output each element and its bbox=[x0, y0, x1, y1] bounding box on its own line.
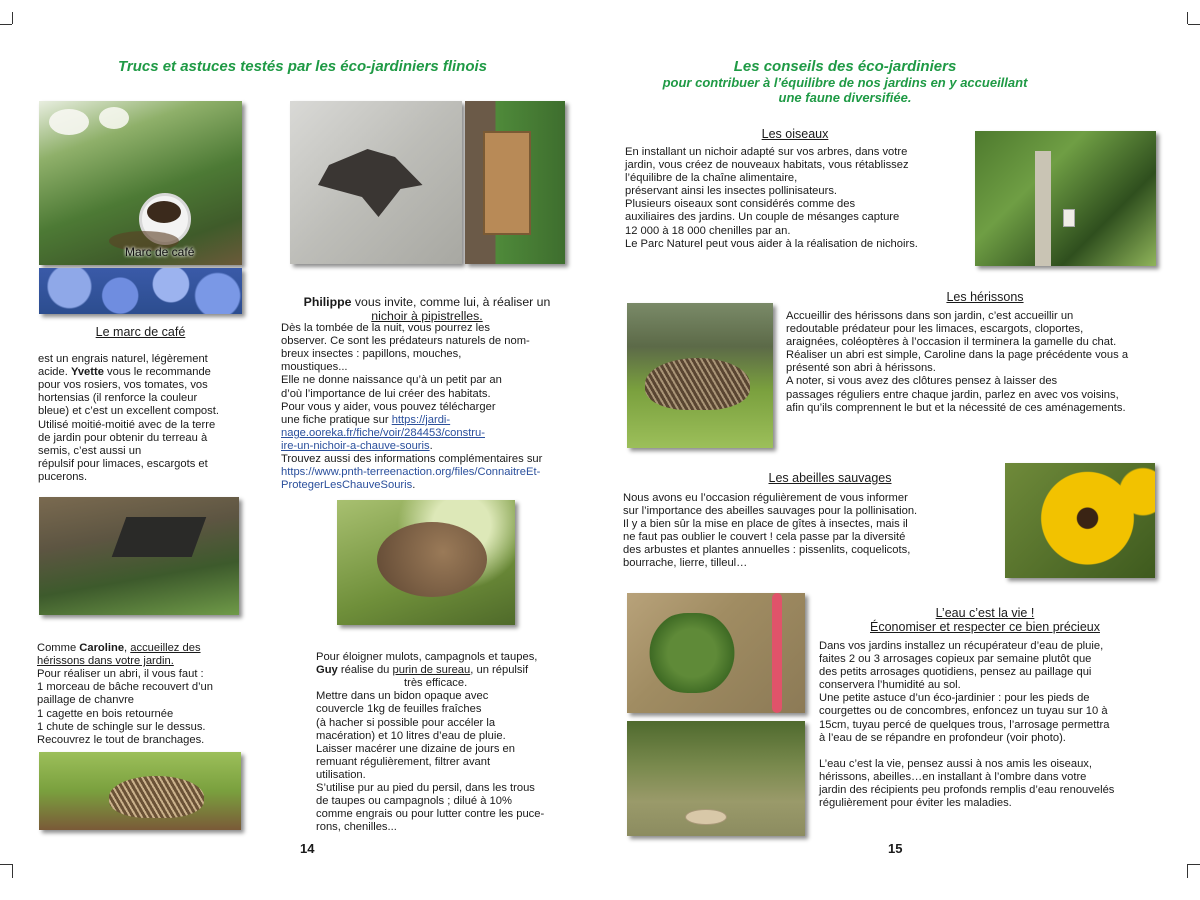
coffee-line2-pre: acide. bbox=[38, 366, 71, 379]
ooreka-link[interactable]: https://jardi- nage.ooreka.fr/fiche/voir/284453/constru- ire-un-nichoir-a-chauve-souris bbox=[281, 413, 485, 452]
right-page-title bbox=[640, 58, 1050, 105]
bees-heading: Les abeilles sauvages bbox=[768, 471, 892, 485]
bat-body bbox=[281, 309, 576, 492]
water-heading-line1: L’eau c’est la vie ! bbox=[935, 606, 1035, 620]
gardener-name: Philippe bbox=[303, 295, 352, 309]
vole-line3: très efficace. bbox=[404, 677, 468, 690]
crop-mark bbox=[1188, 864, 1200, 865]
water-dish-photo bbox=[627, 721, 805, 836]
page-number: 14 bbox=[300, 841, 315, 856]
birds-text: En installant un nichoir adapté sur vos arbres, dans votre jardin, vous créez de nouveaux habitats, vous rétablissez l’équilibre de la chaîne alimentaire, préservant ainsi les insectes pollinisateurs. Plusieurs oiseaux sont considérés comme des auxiliaires des jardins. Un couple de mésanges capture 12 000 à 18 000 chenilles par an. Le Parc Naturel peut vous aider à la réalisation de nichoirs. bbox=[625, 146, 918, 250]
bat-intro-text: vous invite, comme lui, à réaliser un bbox=[351, 295, 551, 309]
water-heading-line2: Économiser et respecter ce bien précieux bbox=[870, 620, 1100, 634]
bees-text: Nous avons eu l’occasion régulièrement de vous informer sur l’importance des abeilles sauvages pour la pollinisation. Il y a bien sûr la mise en place de gîtes à insectes, mais il ne faut pas oublier le couvert ! cela passe par la diversité des arbustes et plantes annuelles : pissenlits, coquelicots, bourrache, lierre, tilleul… bbox=[623, 492, 918, 570]
bat-body-text-2: . Trouvez aussi des informations complémentaires sur bbox=[281, 439, 543, 466]
hedgehogs-heading: Les hérissons bbox=[946, 290, 1024, 304]
vole-text bbox=[316, 638, 576, 834]
right-title-line2: pour contribuer à l’équilibre de nos jardins en y accueillant bbox=[662, 75, 1028, 90]
right-title-line1: Les conseils des éco-jardiniers bbox=[733, 58, 957, 75]
coffee-line2-post: vous le recommande bbox=[103, 366, 211, 379]
elder-manure-link[interactable]: purin de sureau bbox=[392, 664, 471, 677]
vole-line1: Pour éloigner mulots, campagnols et taupes, bbox=[316, 651, 538, 664]
left-page-title: Trucs et astuces testés par les éco-jardiniers flinois bbox=[117, 58, 488, 75]
sunflower-photo bbox=[1005, 463, 1155, 578]
hedgehog-pre: Comme bbox=[37, 642, 80, 655]
hedgehog-photo bbox=[39, 752, 241, 830]
pnth-link[interactable]: https://www.pnth-terreenaction.org/files/ConnaitreEt- ProtegerLesChauveSouris bbox=[281, 466, 541, 492]
gardener-name: Guy bbox=[316, 664, 338, 677]
birds-heading: Les oiseaux bbox=[761, 127, 829, 141]
coffee-grounds-photo bbox=[39, 101, 242, 265]
vole-line2-post: , un répulsif bbox=[470, 664, 529, 677]
bat-photo bbox=[290, 101, 462, 264]
crop-mark bbox=[1187, 864, 1188, 878]
hydrangea-photo bbox=[39, 268, 242, 314]
coffee-body: pour vos rosiers, vos tomates, vos hortensias (il renforce la couleur bleue) et c’est un excellent compost. Utilisé moitié-moitié avec de la terre de jardin pour obtenir du terreau à semis, c’est aussi un répulsif pour limaces, escargots et pucerons. bbox=[38, 379, 219, 483]
tree-birdhouse-photo bbox=[975, 131, 1156, 266]
bat-house-link[interactable]: nichoir à pipistrelles. bbox=[371, 309, 483, 323]
crop-mark bbox=[1188, 24, 1200, 25]
hedgehog-shelter-photo bbox=[39, 497, 239, 615]
crop-mark bbox=[0, 864, 12, 865]
bat-body-text: Dès la tombée de la nuit, vous pourrez les observer. Ce sont les prédateurs naturels de nom- breux insectes : papillons, mouches, moustiques... Elle ne donne naissance qu’à un petit par an d’où l’importance de lui créer des habitats. Pour vous y aider, vous pouvez télécharger une fiche pratique sur bbox=[281, 322, 530, 426]
bat-body-end: . bbox=[412, 479, 416, 492]
coffee-line1: est un engrais naturel, légèrement bbox=[38, 353, 208, 366]
zucchini-hose-photo bbox=[627, 593, 805, 713]
crop-mark bbox=[12, 12, 13, 24]
hedgehog-shelter-text bbox=[37, 629, 247, 747]
vole-photo bbox=[337, 500, 515, 625]
photo-caption: Marc de café bbox=[125, 245, 195, 259]
hedgehog-lawn-photo bbox=[627, 303, 773, 448]
bat-house-photo bbox=[465, 101, 565, 264]
gardener-name: Yvette bbox=[70, 366, 104, 379]
right-title-line3: une faune diversifiée. bbox=[778, 90, 912, 105]
hedgehog-link[interactable]: accueillez des hérissons dans votre jardin. bbox=[37, 642, 201, 668]
vole-body: Mettre dans un bidon opaque avec couvercle 1kg de feuilles fraîches (à hacher si possible pour accéler la macération) et 10 litres d’eau de pluie. Laisser macérer une dizaine de jours en remuant régulièrement, filtrer avant utilisation. S’utilise pur au pied du persil, dans les trous de taupes ou campagnols ; dilué à 10% comme engrais ou pour lutter contre les puce- rons, chenilles... bbox=[316, 690, 545, 834]
vole-line2-mid: réalise du bbox=[337, 664, 393, 677]
coffee-heading: Le marc de café bbox=[95, 325, 186, 339]
page-number: 15 bbox=[888, 841, 903, 856]
water-heading bbox=[810, 606, 1160, 634]
hedgehog-mid: , bbox=[124, 642, 131, 655]
hedgehog-body: Pour réaliser un abri, il vous faut : 1 morceau de bâche recouvert d’un paillage de chanvre 1 cagette en bois retournée 1 chute de schingle sur le dessus. Recouvrez le tout de branchages. bbox=[37, 668, 214, 746]
crop-mark bbox=[0, 24, 12, 25]
hedgehogs-text: Accueillir des hérissons dans son jardin, c’est accueillir un redoutable prédateur pour les limaces, escargots, cloportes, araignées, coléoptères à l’occasion il terminera la gamelle du chat. Réaliser un abri est simple, Caroline dans la page précédente vous a présenté son abri à hérissons. A noter, si vous avez des clôtures pensez à laisser des passages réguliers entre chaque jardin, parlez en avec vos voisins, afin qu’ils comprennent le but et la nécessité de ces aménagements. bbox=[786, 310, 1129, 414]
coffee-text bbox=[38, 340, 253, 484]
water-text: Dans vos jardins installez un récupérateur d’eau de pluie, faites 2 ou 3 arrosages copieux par semaine plutôt que des petits arrosages quotidiens, pensez au paillage qui conservera l’humidité au sol. Une petite astuce d’un éco-jardinier : pour les pieds de courgettes ou de concombres, enfoncez un tuyau sur 10 à 15cm, tuyau percé de quelques trous, l’arrosage permettra à l’eau de se répandre en profondeur (voir photo). L’eau c’est la vie, pensez aussi à nos amis les oiseaux, hérissons, abeilles…en installant à l’ombre dans votre jardin des récipients peu profonds remplis d’eau renouvelés régulièrement pour éviter les maladies. bbox=[819, 640, 1115, 810]
crop-mark bbox=[12, 864, 13, 878]
gardener-name: Caroline bbox=[79, 642, 125, 655]
crop-mark bbox=[1187, 12, 1188, 24]
